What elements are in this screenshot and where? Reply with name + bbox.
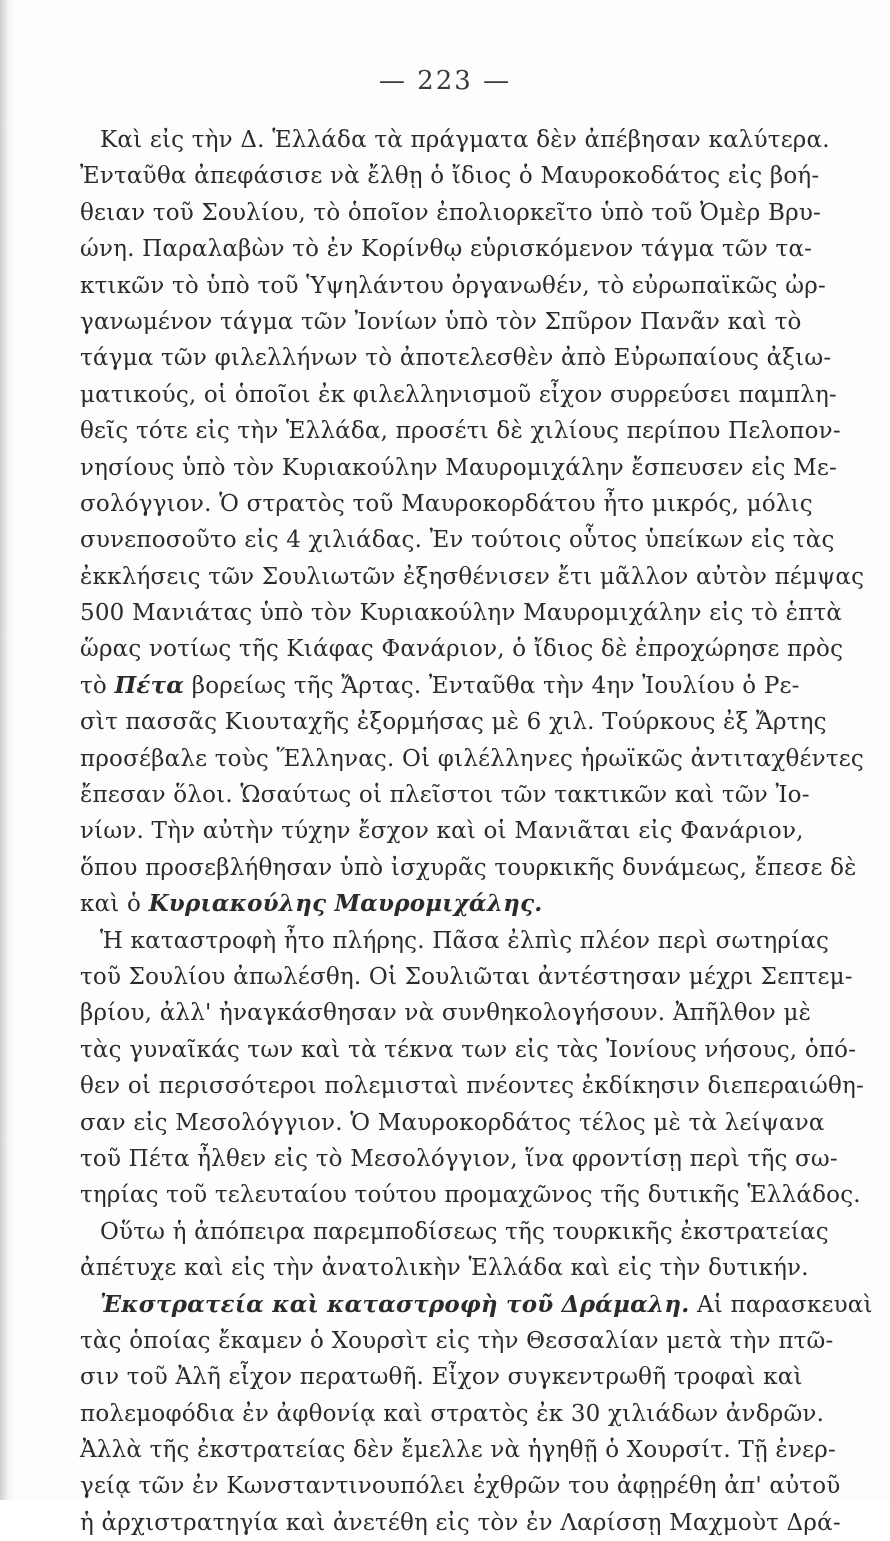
page-number: — 223 — [378,66,512,96]
text-line [80,668,800,704]
line-text: τὸ [80,672,115,699]
text-line: σολόγγιον. Ὁ στρατὸς τοῦ Μαυροκορδάτου ἦτο μικρός, μόλις [80,490,813,517]
text-line: τὰς ὁποίας ἔκαμεν ὁ Χουρσὶτ εἰς τὴν Θεσσαλίαν μετὰ τὴν πτῶ- [80,1327,834,1354]
emphasized-text: Πέτα [114,671,185,699]
text-line: ἡ ἀρχιστρατηγία καὶ ἀνετέθη εἰς τὸν ἐν Λαρίσσῃ Μαχμοὺτ Δρά- [80,1509,841,1536]
text-line: ἔπεσαν ὅλοι. Ὡσαύτως οἱ πλεῖστοι τῶν τακτικῶν καὶ τῶν Ἰο- [80,782,810,809]
line-text: Αἱ παρασκευαὶ [689,1291,873,1318]
emphasized-text: Ἐκστρατεία καὶ καταστροφὴ τοῦ Δράμαλη. [100,1290,690,1318]
text-line: τοῦ Πέτα ἦλθεν εἰς τὸ Μεσολόγγιον, ἵνα φροντίσῃ περὶ τῆς σω- [80,1145,838,1172]
line-text: βορείως τῆς Ἄρτας. Ἐνταῦθα τὴν 4ην Ἰουλίου ὁ Ρε- [184,672,800,699]
text-line: τὰς γυναῖκάς των καὶ τὰ τέκνα των εἰς τὰς Ἰονίους νήσους, ὁπό- [80,1036,857,1063]
text-line: σαν εἰς Μεσολόγγιον. Ὁ Μαυροκορδάτος τέλος μὲ τὰ λείψανα [80,1109,825,1136]
text-line: τοῦ Σουλίου ἀπωλέσθη. Οἱ Σουλιῶται ἀντέστησαν μέχρι Σεπτεμ- [80,963,853,990]
text-line: βρίου, ἀλλ' ἠναγκάσθησαν νὰ συνθηκολογήσουν. Ἀπῆλθον μὲ [80,1000,812,1027]
text-line: 500 Μανιάτας ὑπὸ τὸν Κυριακούλην Μαυρομιχάλην εἰς τὸ ἑπτὰ [80,600,843,627]
text-line: ὥρας νοτίως τῆς Κιάφας Φανάριον, ὁ ἴδιος δὲ ἐπροχώρησε πρὸς [80,636,844,663]
text-line: τάγμα τῶν φιλελλήνων τὸ ἀποτελεσθὲν ἀπὸ Εὐρωπαίους ἀξιω- [80,345,832,372]
page-edge-shadow [0,0,14,1500]
text-line: πολεμοφόδια ἐν ἀφθονίᾳ καὶ στρατὸς ἐκ 30 χιλιάδων ἀνδρῶν. [80,1400,825,1427]
text-line [80,1287,873,1323]
text-line: Καὶ εἰς τὴν Δ. Ἑλλάδα τὰ πράγματα δὲν ἀπέβησαν καλύτερα. [100,127,830,153]
text-line: ώνη. Παραλαβὼν τὸ ἐν Κορίνθῳ εὑρισκόμενον τάγμα τῶν τα- [80,236,813,263]
text-line: θειαν τοῦ Σουλίου, τὸ ὁποῖον ἐπολιορκεῖτο ὑπὸ τοῦ Ὀμὲρ Βρυ- [80,199,821,226]
text-line: θεῖς τότε εἰς τὴν Ἑλλάδα, προσέτι δὲ χιλίους περίπου Πελοπον- [80,418,841,445]
text-line: Ἀλλὰ τῆς ἐκστρατείας δὲν ἔμελλε νὰ ἡγηθῇ ὁ Χουρσίτ. Τῇ ἐνερ- [80,1437,836,1464]
text-line: κτικῶν τὸ ὑπὸ τοῦ Ὑψηλάντου ὀργανωθέν, τὸ εὐρωπαϊκῶς ὠρ- [80,272,826,299]
text-block [80,122,873,1541]
text-line: θεν οἱ περισσότεροι πολεμισταὶ πνέοντες ἐκδίκησιν διεπεραιώθη- [80,1073,864,1100]
text-line: ματικούς, οἱ ὁποῖοι ἐκ φιλελληνισμοῦ εἶχον συρρεύσει παμπλη- [80,381,837,408]
text-line: ὅπου προσεβλήθησαν ὑπὸ ἰσχυρᾶς τουρκικῆς δυνάμεως, ἔπεσε δὲ [80,854,857,881]
text-line: γανωμένον τάγμα τῶν Ἰονίων ὑπὸ τὸν Σπῦρον Πανᾶν καὶ τὸ [80,308,802,335]
text-line: προσέβαλε τοὺς Ἕλληνας. Οἱ φιλέλληνες ἡρωϊκῶς ἀντιταχθέντες [80,745,864,772]
text-line: σιν τοῦ Ἀλῆ εἶχον περατωθῆ. Εἶχον συγκεντρωθῆ τροφαὶ καὶ [80,1364,803,1391]
text-line: σὶτ πασσᾶς Κιουταχῆς ἐξορμήσας μὲ 6 χιλ. Τούρκους ἐξ Ἄρτης [80,709,827,736]
text-line: νίων. Τὴν αὐτὴν τύχην ἔσχον καὶ οἱ Μανιᾶται εἰς Φανάριον, [80,818,804,845]
text-line: συνεποσοῦτο εἰς 4 χιλιάδας. Ἐν τούτοις οὗτος ὑπείκων εἰς τὰς [80,527,835,554]
emphasized-text: Κυριακούλης Μαυρομιχάλης. [148,890,543,918]
line-text: καὶ ὁ [80,891,149,918]
text-line: Οὕτω ἡ ἀπόπειρα παρεμποδίσεως τῆς τουρκικῆς ἐκστρατείας [100,1218,829,1245]
text-line: ἀπέτυχε καὶ εἰς τὴν ἀνατολικὴν Ἑλλάδα καὶ εἰς τὴν δυτικήν. [80,1255,809,1282]
text-line: Ἡ καταστροφὴ ἦτο πλήρης. Πᾶσα ἐλπὶς πλέον περὶ σωτηρίας [100,927,830,954]
text-line: γείᾳ τῶν ἐν Κωνσταντινουπόλει ἐχθρῶν του ἀφῃρέθη ἀπ' αὐτοῦ [80,1473,841,1500]
text-line [80,886,786,922]
text-line: ἐκκλήσεις τῶν Σουλιωτῶν ἐξησθένισεν ἔτι μᾶλλον αὐτὸν πέμψας [80,563,865,590]
text-line: νησίους ὑπὸ τὸν Κυριακούλην Μαυρομιχάλην ἔσπευσεν εἰς Με- [80,454,837,481]
text-line: τηρίας τοῦ τελευταίου τούτου προμαχῶνος τῆς δυτικῆς Ἑλλάδος. [80,1182,861,1209]
text-line: Ἐνταῦθα ἀπεφάσισε νὰ ἔλθῃ ὁ ἴδιος ὁ Μαυροκοδάτος εἰς βοή- [80,163,820,190]
